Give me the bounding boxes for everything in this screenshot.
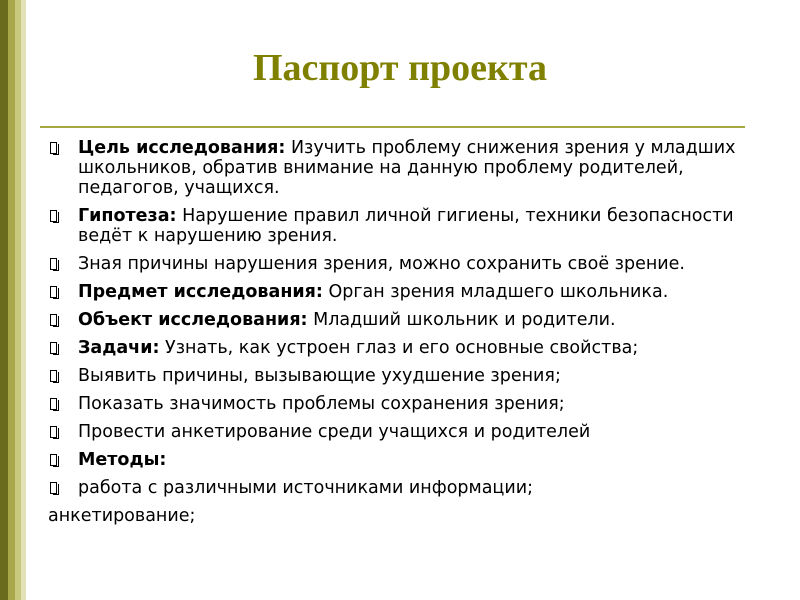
box-bullet-icon [50,314,59,326]
item-bold-label: Предмет исследования: [78,282,323,302]
list-item-method-1 [48,478,748,498]
item-text: Изучить проблему снижения зрения у младших школьников, обратив внимание на данную проблему родителей, педагогов, учащихся. [78,138,736,198]
item-bold-label: Цель исследования: [78,138,286,158]
item-text: Орган зрения младшего школьника. [322,282,669,302]
box-bullet-icon [50,142,59,154]
item-text: работа с различными источниками информации; [78,478,533,498]
box-bullet-icon [50,342,59,354]
item-text: Нарушение правил личной гигиены, техники безопасности ведёт к нарушению зрения. [78,206,734,246]
item-bold-label: Методы: [78,450,167,470]
item-bold-label: Гипотеза: [78,206,177,226]
slide-title: Паспорт проекта [252,47,548,89]
list-item-task-4 [48,422,748,442]
box-bullet-icon [50,454,59,466]
box-bullet-icon [50,210,59,222]
decorative-stripe-medium [8,0,15,600]
item-text: Узнать, как устроен глаз и его основные свойства; [159,338,639,358]
item-bold-label: Объект исследования: [78,310,308,330]
list-item-methods [48,450,748,470]
item-bold-label: Задачи: [78,338,160,358]
box-bullet-icon [50,370,59,382]
list-item-hypothesis [48,206,748,246]
project-passport-list [48,138,748,534]
box-bullet-icon [50,426,59,438]
item-text: Провести анкетирование среди учащихся и родителей [78,422,591,442]
list-item-subject [48,282,748,302]
list-item-goal [48,138,748,198]
item-text: Младший школьник и родители. [307,310,616,330]
list-item-task-2 [48,366,748,386]
item-text: Зная причины нарушения зрения, можно сохранить своё зрение. [78,254,685,274]
title-divider [40,126,745,128]
item-text: Выявить причины, вызывающие ухудшение зрения; [78,366,561,386]
box-bullet-icon [50,482,59,494]
item-text: анкетирование; [48,506,196,526]
decorative-stripe-dark [0,0,8,600]
list-item-tasks [48,338,748,358]
decorative-stripe-pale [21,0,26,600]
box-bullet-icon [50,258,59,270]
list-item-method-2 [48,506,748,526]
item-text: Показать значимость проблемы сохранения зрения; [78,394,565,414]
box-bullet-icon [50,286,59,298]
list-item-task-3 [48,394,748,414]
list-item-hypothesis-cont [48,254,748,274]
list-item-object [48,310,748,330]
box-bullet-icon [50,398,59,410]
